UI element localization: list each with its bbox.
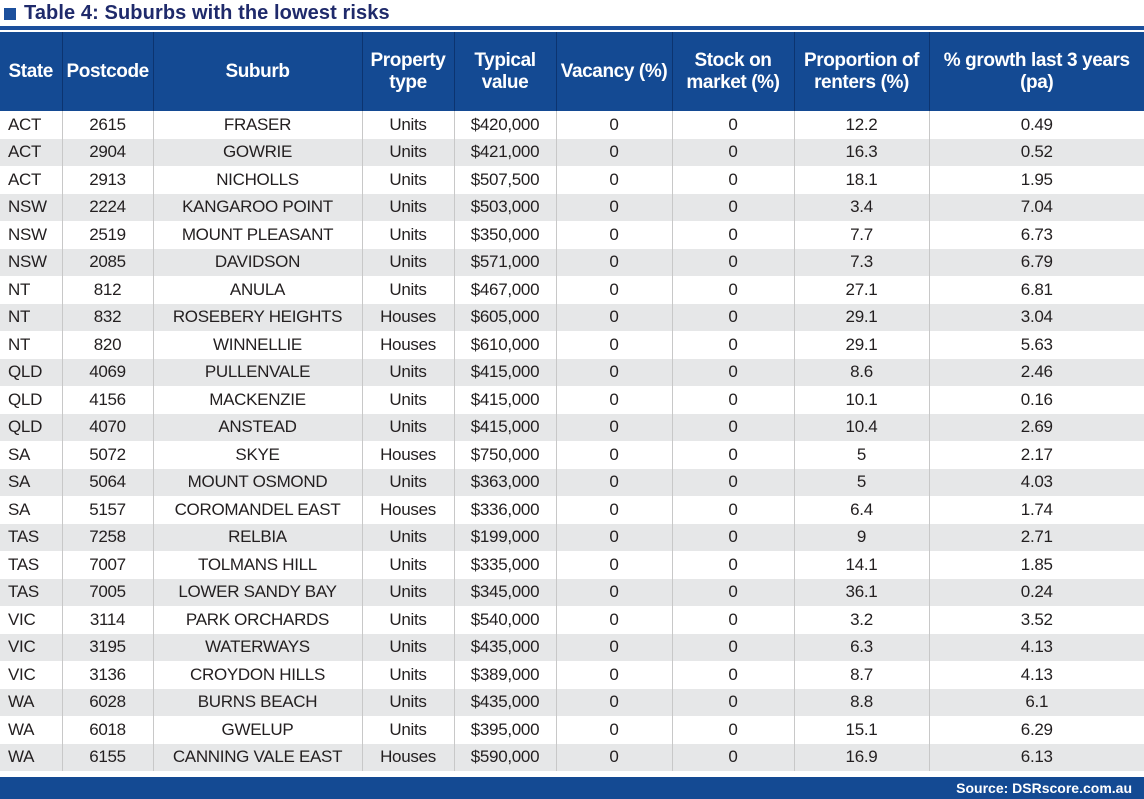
cell-proportion-renters: 16.3 — [794, 139, 929, 167]
table-row — [0, 359, 1144, 387]
cell-suburb: ANULA — [153, 276, 362, 304]
cell-proportion-renters: 16.9 — [794, 744, 929, 772]
cell-vacancy: 0 — [556, 689, 672, 717]
cell-stock-on-market: 0 — [672, 221, 794, 249]
cell-vacancy: 0 — [556, 249, 672, 277]
cell-typical-value: $415,000 — [454, 414, 556, 442]
table-row — [0, 606, 1144, 634]
cell-proportion-renters: 29.1 — [794, 304, 929, 332]
cell-proportion-renters: 12.2 — [794, 111, 929, 139]
cell-state: ACT — [0, 139, 62, 167]
cell-typical-value: $540,000 — [454, 606, 556, 634]
cell-vacancy: 0 — [556, 111, 672, 139]
cell-state: NT — [0, 304, 62, 332]
cell-growth: 6.79 — [929, 249, 1144, 277]
cell-state: ACT — [0, 111, 62, 139]
cell-vacancy: 0 — [556, 634, 672, 662]
table-row — [0, 716, 1144, 744]
cell-typical-value: $435,000 — [454, 689, 556, 717]
cell-typical-value: $507,500 — [454, 166, 556, 194]
table-row — [0, 276, 1144, 304]
cell-growth: 2.69 — [929, 414, 1144, 442]
table-row — [0, 496, 1144, 524]
cell-suburb: ROSEBERY HEIGHTS — [153, 304, 362, 332]
cell-proportion-renters: 8.7 — [794, 661, 929, 689]
cell-suburb: GWELUP — [153, 716, 362, 744]
header-stock-on-market: Stock on market (%) — [672, 32, 794, 111]
cell-stock-on-market: 0 — [672, 194, 794, 222]
cell-growth: 5.63 — [929, 331, 1144, 359]
cell-state: SA — [0, 496, 62, 524]
cell-stock-on-market: 0 — [672, 661, 794, 689]
cell-postcode: 2904 — [62, 139, 153, 167]
table-row — [0, 166, 1144, 194]
table-row — [0, 249, 1144, 277]
cell-typical-value: $199,000 — [454, 524, 556, 552]
cell-property-type: Units — [362, 139, 454, 167]
cell-growth: 3.04 — [929, 304, 1144, 332]
header-state: State — [0, 32, 62, 111]
cell-postcode: 5157 — [62, 496, 153, 524]
cell-property-type: Units — [362, 249, 454, 277]
cell-postcode: 2085 — [62, 249, 153, 277]
cell-postcode: 3136 — [62, 661, 153, 689]
cell-state: TAS — [0, 551, 62, 579]
cell-growth: 2.71 — [929, 524, 1144, 552]
table-body — [0, 111, 1144, 771]
cell-stock-on-market: 0 — [672, 496, 794, 524]
cell-growth: 1.74 — [929, 496, 1144, 524]
cell-property-type: Houses — [362, 744, 454, 772]
cell-vacancy: 0 — [556, 166, 672, 194]
cell-proportion-renters: 9 — [794, 524, 929, 552]
cell-suburb: BURNS BEACH — [153, 689, 362, 717]
cell-typical-value: $435,000 — [454, 634, 556, 662]
cell-postcode: 832 — [62, 304, 153, 332]
table-row — [0, 579, 1144, 607]
cell-vacancy: 0 — [556, 551, 672, 579]
cell-property-type: Houses — [362, 331, 454, 359]
table-row — [0, 111, 1144, 139]
cell-proportion-renters: 18.1 — [794, 166, 929, 194]
header-suburb: Suburb — [153, 32, 362, 111]
cell-property-type: Units — [362, 111, 454, 139]
table-row — [0, 414, 1144, 442]
suburbs-table — [0, 32, 1144, 771]
cell-stock-on-market: 0 — [672, 579, 794, 607]
cell-proportion-renters: 5 — [794, 469, 929, 497]
cell-state: WA — [0, 689, 62, 717]
cell-suburb: WATERWAYS — [153, 634, 362, 662]
cell-suburb: CROYDON HILLS — [153, 661, 362, 689]
cell-proportion-renters: 3.2 — [794, 606, 929, 634]
table-row — [0, 469, 1144, 497]
cell-suburb: PULLENVALE — [153, 359, 362, 387]
cell-growth: 6.13 — [929, 744, 1144, 772]
cell-stock-on-market: 0 — [672, 111, 794, 139]
cell-suburb: PARK ORCHARDS — [153, 606, 362, 634]
cell-growth: 6.29 — [929, 716, 1144, 744]
cell-proportion-renters: 10.4 — [794, 414, 929, 442]
cell-suburb: GOWRIE — [153, 139, 362, 167]
cell-growth: 3.52 — [929, 606, 1144, 634]
cell-typical-value: $363,000 — [454, 469, 556, 497]
cell-proportion-renters: 27.1 — [794, 276, 929, 304]
cell-stock-on-market: 0 — [672, 441, 794, 469]
cell-stock-on-market: 0 — [672, 716, 794, 744]
cell-stock-on-market: 0 — [672, 331, 794, 359]
cell-state: NSW — [0, 249, 62, 277]
cell-suburb: ANSTEAD — [153, 414, 362, 442]
cell-typical-value: $336,000 — [454, 496, 556, 524]
cell-growth: 6.81 — [929, 276, 1144, 304]
cell-typical-value: $415,000 — [454, 386, 556, 414]
cell-stock-on-market: 0 — [672, 469, 794, 497]
table-row — [0, 331, 1144, 359]
table-row — [0, 441, 1144, 469]
table-row — [0, 304, 1144, 332]
cell-typical-value: $750,000 — [454, 441, 556, 469]
cell-typical-value: $467,000 — [454, 276, 556, 304]
cell-postcode: 7258 — [62, 524, 153, 552]
cell-postcode: 820 — [62, 331, 153, 359]
table-row — [0, 194, 1144, 222]
cell-postcode: 3114 — [62, 606, 153, 634]
cell-state: VIC — [0, 634, 62, 662]
header-postcode: Postcode — [62, 32, 153, 111]
cell-state: WA — [0, 744, 62, 772]
cell-vacancy: 0 — [556, 524, 672, 552]
cell-vacancy: 0 — [556, 276, 672, 304]
cell-vacancy: 0 — [556, 304, 672, 332]
cell-property-type: Units — [362, 689, 454, 717]
cell-vacancy: 0 — [556, 331, 672, 359]
cell-stock-on-market: 0 — [672, 359, 794, 387]
cell-growth: 6.73 — [929, 221, 1144, 249]
table-row — [0, 551, 1144, 579]
cell-typical-value: $395,000 — [454, 716, 556, 744]
cell-state: SA — [0, 469, 62, 497]
cell-state: VIC — [0, 606, 62, 634]
cell-postcode: 2519 — [62, 221, 153, 249]
table-title-bar — [0, 0, 1144, 30]
cell-postcode: 812 — [62, 276, 153, 304]
cell-stock-on-market: 0 — [672, 744, 794, 772]
cell-proportion-renters: 10.1 — [794, 386, 929, 414]
header-typical-value: Typical value — [454, 32, 556, 111]
source-text: Source: DSRscore.com.au — [956, 780, 1132, 796]
cell-vacancy: 0 — [556, 606, 672, 634]
cell-growth: 2.46 — [929, 359, 1144, 387]
cell-proportion-renters: 8.6 — [794, 359, 929, 387]
cell-postcode: 7007 — [62, 551, 153, 579]
cell-postcode: 6028 — [62, 689, 153, 717]
cell-stock-on-market: 0 — [672, 249, 794, 277]
cell-stock-on-market: 0 — [672, 551, 794, 579]
cell-growth: 0.52 — [929, 139, 1144, 167]
cell-suburb: RELBIA — [153, 524, 362, 552]
cell-growth: 6.1 — [929, 689, 1144, 717]
cell-stock-on-market: 0 — [672, 634, 794, 662]
cell-property-type: Units — [362, 716, 454, 744]
cell-state: WA — [0, 716, 62, 744]
table-row — [0, 744, 1144, 772]
cell-state: SA — [0, 441, 62, 469]
cell-suburb: TOLMANS HILL — [153, 551, 362, 579]
cell-postcode: 5064 — [62, 469, 153, 497]
cell-growth: 0.16 — [929, 386, 1144, 414]
cell-property-type: Units — [362, 166, 454, 194]
cell-stock-on-market: 0 — [672, 524, 794, 552]
cell-postcode: 4070 — [62, 414, 153, 442]
table-row — [0, 221, 1144, 249]
cell-postcode: 2224 — [62, 194, 153, 222]
cell-postcode: 2913 — [62, 166, 153, 194]
cell-property-type: Units — [362, 469, 454, 497]
cell-state: NSW — [0, 221, 62, 249]
cell-postcode: 3195 — [62, 634, 153, 662]
cell-vacancy: 0 — [556, 194, 672, 222]
cell-proportion-renters: 6.4 — [794, 496, 929, 524]
cell-typical-value: $345,000 — [454, 579, 556, 607]
cell-state: TAS — [0, 579, 62, 607]
cell-typical-value: $389,000 — [454, 661, 556, 689]
cell-suburb: MOUNT PLEASANT — [153, 221, 362, 249]
cell-property-type: Units — [362, 606, 454, 634]
cell-growth: 2.17 — [929, 441, 1144, 469]
cell-property-type: Units — [362, 194, 454, 222]
cell-property-type: Units — [362, 634, 454, 662]
table-row — [0, 386, 1144, 414]
cell-vacancy: 0 — [556, 414, 672, 442]
cell-state: NT — [0, 331, 62, 359]
cell-stock-on-market: 0 — [672, 276, 794, 304]
table-row — [0, 661, 1144, 689]
cell-typical-value: $415,000 — [454, 359, 556, 387]
cell-state: VIC — [0, 661, 62, 689]
cell-vacancy: 0 — [556, 716, 672, 744]
cell-property-type: Units — [362, 221, 454, 249]
cell-state: QLD — [0, 386, 62, 414]
cell-property-type: Units — [362, 524, 454, 552]
cell-vacancy: 0 — [556, 661, 672, 689]
cell-vacancy: 0 — [556, 221, 672, 249]
header-property-type: Property type — [362, 32, 454, 111]
cell-proportion-renters: 7.7 — [794, 221, 929, 249]
cell-suburb: FRASER — [153, 111, 362, 139]
cell-typical-value: $503,000 — [454, 194, 556, 222]
cell-suburb: KANGAROO POINT — [153, 194, 362, 222]
header-proportion-renters: Proportion of renters (%) — [794, 32, 929, 111]
cell-postcode: 6018 — [62, 716, 153, 744]
cell-typical-value: $350,000 — [454, 221, 556, 249]
cell-state: NSW — [0, 194, 62, 222]
cell-stock-on-market: 0 — [672, 386, 794, 414]
cell-growth: 1.95 — [929, 166, 1144, 194]
cell-property-type: Units — [362, 276, 454, 304]
cell-proportion-renters: 3.4 — [794, 194, 929, 222]
cell-property-type: Houses — [362, 441, 454, 469]
cell-proportion-renters: 36.1 — [794, 579, 929, 607]
cell-growth: 4.03 — [929, 469, 1144, 497]
cell-postcode: 6155 — [62, 744, 153, 772]
cell-typical-value: $421,000 — [454, 139, 556, 167]
cell-postcode: 7005 — [62, 579, 153, 607]
cell-vacancy: 0 — [556, 359, 672, 387]
cell-stock-on-market: 0 — [672, 139, 794, 167]
table-row — [0, 524, 1144, 552]
cell-property-type: Units — [362, 661, 454, 689]
cell-proportion-renters: 5 — [794, 441, 929, 469]
cell-typical-value: $571,000 — [454, 249, 556, 277]
cell-suburb: LOWER SANDY BAY — [153, 579, 362, 607]
cell-suburb: SKYE — [153, 441, 362, 469]
cell-postcode: 4156 — [62, 386, 153, 414]
cell-vacancy: 0 — [556, 744, 672, 772]
cell-property-type: Houses — [362, 304, 454, 332]
cell-property-type: Houses — [362, 496, 454, 524]
cell-typical-value: $605,000 — [454, 304, 556, 332]
cell-stock-on-market: 0 — [672, 606, 794, 634]
title-square-icon — [4, 8, 16, 20]
cell-postcode: 4069 — [62, 359, 153, 387]
cell-state: ACT — [0, 166, 62, 194]
cell-vacancy: 0 — [556, 441, 672, 469]
cell-proportion-renters: 6.3 — [794, 634, 929, 662]
cell-postcode: 2615 — [62, 111, 153, 139]
cell-stock-on-market: 0 — [672, 304, 794, 332]
cell-vacancy: 0 — [556, 496, 672, 524]
cell-growth: 4.13 — [929, 634, 1144, 662]
cell-proportion-renters: 8.8 — [794, 689, 929, 717]
table-row — [0, 139, 1144, 167]
cell-postcode: 5072 — [62, 441, 153, 469]
cell-suburb: MOUNT OSMOND — [153, 469, 362, 497]
cell-property-type: Units — [362, 386, 454, 414]
table-header-row — [0, 32, 1144, 111]
cell-suburb: COROMANDEL EAST — [153, 496, 362, 524]
cell-vacancy: 0 — [556, 579, 672, 607]
cell-typical-value: $610,000 — [454, 331, 556, 359]
cell-growth: 1.85 — [929, 551, 1144, 579]
cell-vacancy: 0 — [556, 469, 672, 497]
cell-suburb: DAVIDSON — [153, 249, 362, 277]
cell-typical-value: $335,000 — [454, 551, 556, 579]
cell-state: TAS — [0, 524, 62, 552]
source-footer — [0, 777, 1144, 799]
table-title: Table 4: Suburbs with the lowest risks — [24, 1, 390, 24]
cell-suburb: MACKENZIE — [153, 386, 362, 414]
cell-typical-value: $420,000 — [454, 111, 556, 139]
cell-vacancy: 0 — [556, 139, 672, 167]
cell-state: NT — [0, 276, 62, 304]
cell-property-type: Units — [362, 414, 454, 442]
cell-suburb: CANNING VALE EAST — [153, 744, 362, 772]
cell-proportion-renters: 14.1 — [794, 551, 929, 579]
cell-growth: 0.24 — [929, 579, 1144, 607]
header-vacancy: Vacancy (%) — [556, 32, 672, 111]
cell-suburb: NICHOLLS — [153, 166, 362, 194]
cell-state: QLD — [0, 359, 62, 387]
header-growth: % growth last 3 years (pa) — [929, 32, 1144, 111]
cell-stock-on-market: 0 — [672, 414, 794, 442]
cell-property-type: Units — [362, 579, 454, 607]
cell-growth: 4.13 — [929, 661, 1144, 689]
cell-state: QLD — [0, 414, 62, 442]
cell-growth: 0.49 — [929, 111, 1144, 139]
table-row — [0, 634, 1144, 662]
cell-proportion-renters: 7.3 — [794, 249, 929, 277]
cell-typical-value: $590,000 — [454, 744, 556, 772]
cell-proportion-renters: 15.1 — [794, 716, 929, 744]
cell-stock-on-market: 0 — [672, 166, 794, 194]
cell-property-type: Units — [362, 551, 454, 579]
table-row — [0, 689, 1144, 717]
cell-suburb: WINNELLIE — [153, 331, 362, 359]
cell-property-type: Units — [362, 359, 454, 387]
cell-stock-on-market: 0 — [672, 689, 794, 717]
cell-proportion-renters: 29.1 — [794, 331, 929, 359]
cell-vacancy: 0 — [556, 386, 672, 414]
cell-growth: 7.04 — [929, 194, 1144, 222]
